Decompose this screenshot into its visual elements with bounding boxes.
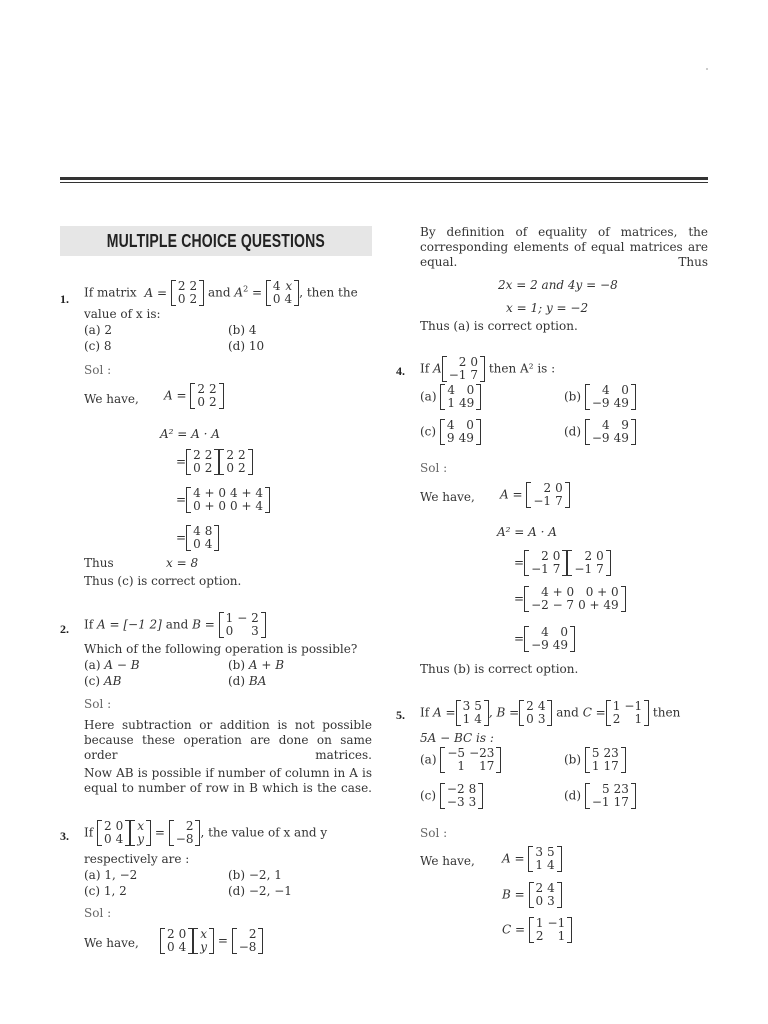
q1-option-c: (c) 8 [84, 339, 112, 353]
q4-step3: = 4 + 0 0 + 0 −2 − 7 0 + 49 [514, 586, 626, 612]
q4-stem: If A 2 0 −1 7 then A² is : [420, 355, 556, 382]
q3-option-c: (c) 1, 2 [84, 884, 127, 898]
q3-sol-eq: 2 0 0 4 x y = 2 −8 [160, 928, 263, 954]
header-rule-thick [60, 177, 708, 180]
q3-definition-text: By definition of equality of matrices, the corresponding elements of equal matrices are equal. Thus [420, 225, 708, 269]
q5-option-c: (c) −2 8 −3 3 [420, 783, 483, 809]
q5-sol-A: A = 3 5 1 4 [502, 846, 562, 872]
q1-option-b: (b) 4 [228, 323, 257, 337]
q1-conclusion: Thus (c) is correct option. [84, 574, 242, 588]
q5-line2: 5A − BC is : [420, 731, 494, 745]
q4-option-b: (b) 4 0 −9 49 [564, 384, 636, 410]
q5-stem: If A = 3 5 1 4 , B = 2 4 0 3 and C = 1 −1 2 1 then [420, 699, 681, 726]
q1-stem: If matrix A = 2 2 0 2 and $A^2$ = 4 x 0 4 , then the [84, 279, 358, 306]
q3-option-b: (b) −2, 1 [228, 868, 282, 882]
q3-stem: If 2 0 0 4 x y = 2 −8 , the value of x and y [84, 819, 328, 846]
page-speck [706, 68, 708, 70]
q5-option-d: (d) 5 23 −1 17 [564, 783, 636, 809]
q2-option-c: (c) AB [84, 674, 122, 688]
q5-sol-label: Sol : [420, 826, 448, 840]
q1-matrix-A: 2 2 0 2 [171, 280, 204, 306]
q5-option-a: (a) −5 −23 1 17 [420, 747, 501, 773]
q4-option-d: (d) 4 9 −9 49 [564, 419, 636, 445]
q1-step4: = 4 8 0 4 [176, 525, 219, 551]
q1-step1: A² = A · A [160, 427, 220, 441]
q4-we-have: We have, [420, 490, 475, 504]
q2-explanation-2: Now AB is possible if number of column in A is equal to number of row in B which is the case. [84, 766, 372, 795]
q1-thus-label: Thus [84, 556, 114, 570]
q5-sol-B: B = 2 4 0 3 [502, 882, 562, 908]
q3-eq2: x = 1; y = −2 [506, 301, 589, 315]
q5-sol-C: C = 1 −1 2 1 [502, 917, 572, 943]
q3-option-d: (d) −2, −1 [228, 884, 292, 898]
q3-option-a: (a) 1, −2 [84, 868, 138, 882]
q2-stem: If A = [−1 2] and B = 1 − 2 0 3 [84, 612, 266, 638]
q1-sol-label: Sol : [84, 363, 112, 377]
q1-step3: = 4 + 0 4 + 4 0 + 0 0 + 4 [176, 487, 270, 513]
q1-step2: = 2 2 0 2 2 2 0 2 [176, 449, 253, 475]
q4-option-c: (c) 4 0 9 49 [420, 419, 481, 445]
header-rule-thin [60, 182, 708, 183]
q4-step2: = 2 0 −1 7 2 0 −1 7 [514, 550, 611, 576]
q3-we-have: We have, [84, 936, 139, 950]
q1-option-a: (a) 2 [84, 323, 112, 337]
q3-eq1: 2x = 2 and 4y = −8 [498, 278, 618, 292]
q4-sol-label: Sol : [420, 461, 448, 475]
q4-number: 4. [396, 364, 405, 378]
q4-conclusion: Thus (b) is correct option. [420, 662, 579, 676]
q2-line2: Which of the following operation is possible? [84, 642, 358, 656]
q5-option-b: (b) 5 23 1 17 [564, 747, 626, 773]
q5-number: 5. [396, 708, 405, 722]
q2-option-a: (a) A − B [84, 658, 140, 672]
q3-sol-label: Sol : [84, 906, 112, 920]
q5-we-have: We have, [420, 854, 475, 868]
section-title: MULTIPLE CHOICE QUESTIONS [106, 230, 326, 251]
q1-we-have: We have, [84, 392, 139, 406]
q2-option-d: (d) BA [228, 674, 267, 688]
q2-sol-label: Sol : [84, 697, 112, 711]
section-header [60, 226, 372, 256]
q1-number: 1. [60, 292, 69, 306]
q4-step4: = 4 0 −9 49 [514, 626, 575, 652]
q2-number: 2. [60, 622, 69, 636]
q1-thus-value: x = 8 [166, 556, 199, 570]
q3-conclusion: Thus (a) is correct option. [420, 319, 578, 333]
q2-explanation-1: Here subtraction or addition is not possible because these operation are done on same order matrices. [84, 718, 372, 762]
q2-option-b: (b) A + B [228, 658, 285, 672]
q1-line2: value of x is: [84, 307, 161, 321]
q3-line2: respectively are : [84, 852, 190, 866]
q4-option-a: (a) 4 0 1 49 [420, 384, 481, 410]
q4-sol-A: A = 2 0 −1 7 [500, 482, 570, 508]
q1-matrix-A2: 4 x 0 4 [266, 280, 299, 306]
q1-sol-A: A = 2 2 0 2 [164, 383, 224, 409]
q4-step1: A² = A · A [497, 525, 557, 539]
q3-number: 3. [60, 829, 69, 843]
q1-option-d: (d) 10 [228, 339, 265, 353]
